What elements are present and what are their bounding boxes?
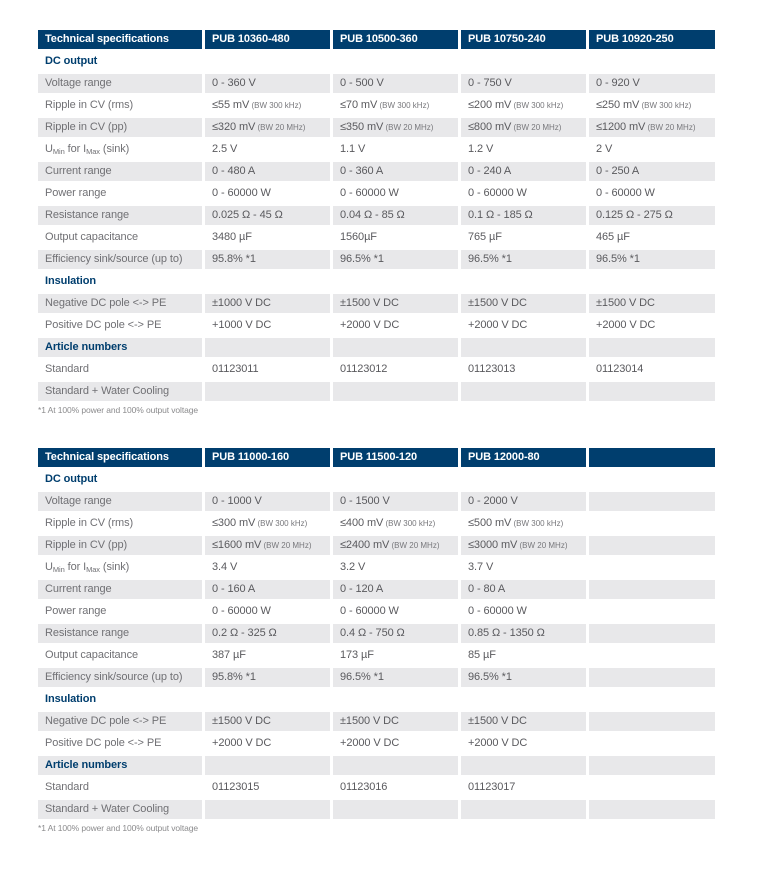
value-cell: 96.5% *1: [333, 250, 458, 269]
value-cell: 0 - 120 A: [333, 580, 458, 599]
value-cell: ±1500 V DC: [333, 294, 458, 313]
row-label: Ripple in CV (pp): [38, 118, 202, 137]
value-cell: ≤250 mV (BW 300 kHz): [596, 99, 692, 111]
value-cell: 0 - 750 V: [461, 74, 586, 93]
value-cell: 01123016: [340, 781, 388, 793]
value-cell: [589, 778, 715, 797]
value-cell: 0.025 Ω - 45 Ω: [205, 206, 330, 225]
value-cell: [589, 602, 715, 621]
value-cell: +2000 V DC: [468, 737, 528, 749]
value-cell: [205, 382, 330, 401]
value-cell: 85 µF: [468, 649, 496, 661]
value-cell: [461, 756, 586, 775]
value-cell: ±1500 V DC: [589, 294, 715, 313]
row-label: Ripple in CV (pp): [38, 536, 202, 555]
value-cell: 95.8% *1: [205, 668, 330, 687]
column-header: PUB 10750-240: [461, 30, 586, 49]
value-cell: ≤800 mV (BW 20 MHz): [461, 118, 586, 137]
value-cell: [589, 756, 715, 775]
value-cell: ≤3000 mV (BW 20 MHz): [461, 536, 586, 555]
value-cell: ≤300 mV (BW 300 kHz): [212, 517, 308, 529]
row-label: Power range: [45, 605, 107, 617]
row-label: Standard + Water Cooling: [38, 800, 202, 819]
value-cell: 01123012: [340, 363, 388, 375]
value-cell: [589, 712, 715, 731]
value-cell: +2000 V DC: [340, 319, 400, 331]
value-cell: +2000 V DC: [468, 319, 528, 331]
value-cell: 0.125 Ω - 275 Ω: [589, 206, 715, 225]
value-cell: 01123014: [596, 363, 644, 375]
value-cell: [461, 800, 586, 819]
value-cell: [589, 734, 715, 753]
value-cell: 0 - 60000 W: [340, 187, 399, 199]
value-cell: [333, 52, 458, 71]
value-cell: [333, 800, 458, 819]
value-cell: ≤2400 mV (BW 20 MHz): [333, 536, 458, 555]
row-label: Output capacitance: [45, 649, 138, 661]
row-label: Power range: [45, 187, 107, 199]
value-cell: [205, 470, 330, 489]
value-cell: [461, 52, 586, 71]
value-cell: 01123011: [212, 363, 259, 375]
value-cell: 0 - 160 A: [205, 580, 330, 599]
value-cell: ±1500 V DC: [333, 712, 458, 731]
row-label: Positive DC pole <-> PE: [45, 737, 162, 749]
footnote: *1 At 100% power and 100% output voltage: [38, 405, 198, 415]
value-cell: 173 µF: [340, 649, 374, 661]
value-cell: [589, 668, 715, 687]
value-cell: 3.2 V: [340, 561, 366, 573]
value-cell: [589, 580, 715, 599]
value-cell: 96.5% *1: [461, 668, 586, 687]
value-cell: 3480 µF: [212, 231, 252, 243]
row-label: Output capacitance: [45, 231, 138, 243]
value-cell: 0 - 360 V: [205, 74, 330, 93]
section-header: Insulation: [45, 693, 96, 705]
value-cell: [205, 338, 330, 357]
value-cell: +2000 V DC: [340, 737, 400, 749]
value-cell: [333, 690, 458, 709]
value-cell: [333, 338, 458, 357]
value-cell: [589, 558, 715, 577]
column-header: PUB 10360-480: [205, 30, 330, 49]
value-cell: 0 - 920 V: [589, 74, 715, 93]
column-header: PUB 11500-120: [333, 448, 458, 467]
value-cell: 765 µF: [468, 231, 502, 243]
row-label: Efficiency sink/source (up to): [38, 250, 202, 269]
value-cell: [589, 52, 715, 71]
value-cell: +2000 V DC: [212, 737, 272, 749]
value-cell: 0 - 60000 W: [468, 187, 527, 199]
value-cell: [589, 536, 715, 555]
value-cell: 01123017: [468, 781, 516, 793]
value-cell: [205, 800, 330, 819]
spec-table-pub-11000-12000: [38, 448, 715, 819]
value-cell: 0 - 2000 V: [461, 492, 586, 511]
value-cell: 387 µF: [212, 649, 246, 661]
footnote: *1 At 100% power and 100% output voltage: [38, 823, 198, 833]
value-cell: ≤55 mV (BW 300 kHz): [212, 99, 302, 111]
column-header: [589, 448, 715, 467]
value-cell: [589, 690, 715, 709]
section-header: DC output: [45, 473, 98, 485]
value-cell: [589, 800, 715, 819]
row-label: Current range: [38, 162, 202, 181]
row-label: Standard + Water Cooling: [38, 382, 202, 401]
row-label: Efficiency sink/source (up to): [38, 668, 202, 687]
value-cell: ±1500 V DC: [461, 712, 586, 731]
value-cell: [333, 272, 458, 291]
spec-table-pub-10000: [38, 30, 715, 401]
value-cell: [589, 382, 715, 401]
value-cell: 0.2 Ω - 325 Ω: [205, 624, 330, 643]
column-header: Technical specifications: [38, 448, 202, 467]
value-cell: [205, 690, 330, 709]
value-cell: 95.8% *1: [205, 250, 330, 269]
row-label: $U_{Min}$ for $I_{Max}$ (sink): [45, 143, 130, 156]
value-cell: [589, 492, 715, 511]
section-header: Insulation: [45, 275, 96, 287]
value-cell: [589, 514, 715, 533]
value-cell: 0 - 500 V: [333, 74, 458, 93]
row-label: Positive DC pole <-> PE: [45, 319, 162, 331]
value-cell: [461, 272, 586, 291]
value-cell: +1000 V DC: [212, 319, 272, 331]
column-header: PUB 11000-160: [205, 448, 330, 467]
value-cell: [461, 338, 586, 357]
spec-table-block-2: [38, 448, 739, 833]
value-cell: ≤1200 mV (BW 20 MHz): [589, 118, 715, 137]
value-cell: 0 - 60000 W: [212, 605, 271, 617]
value-cell: 1.2 V: [468, 143, 494, 155]
section-header: Article numbers: [38, 338, 202, 357]
value-cell: [333, 382, 458, 401]
row-label: Resistance range: [38, 206, 202, 225]
row-label: Ripple in CV (rms): [45, 99, 134, 111]
value-cell: 3.4 V: [212, 561, 238, 573]
value-cell: ≤320 mV (BW 20 MHz): [205, 118, 330, 137]
value-cell: 0 - 1000 V: [205, 492, 330, 511]
value-cell: ≤70 mV (BW 300 kHz): [340, 99, 430, 111]
row-label: Standard: [45, 363, 89, 375]
value-cell: [205, 272, 330, 291]
row-label: Standard: [45, 781, 89, 793]
value-cell: 0 - 1500 V: [333, 492, 458, 511]
value-cell: [589, 624, 715, 643]
value-cell: ≤350 mV (BW 20 MHz): [333, 118, 458, 137]
value-cell: ≤400 mV (BW 300 kHz): [340, 517, 436, 529]
value-cell: [589, 470, 715, 489]
value-cell: 0 - 250 A: [589, 162, 715, 181]
value-cell: 96.5% *1: [461, 250, 586, 269]
row-label: Current range: [38, 580, 202, 599]
value-cell: 96.5% *1: [333, 668, 458, 687]
row-label: Voltage range: [38, 492, 202, 511]
value-cell: [461, 382, 586, 401]
section-header: DC output: [45, 55, 98, 67]
value-cell: ≤1600 mV (BW 20 MHz): [205, 536, 330, 555]
value-cell: 0 - 60000 W: [340, 605, 399, 617]
value-cell: [333, 756, 458, 775]
value-cell: ±1000 V DC: [205, 294, 330, 313]
value-cell: [589, 272, 715, 291]
value-cell: +2000 V DC: [596, 319, 656, 331]
value-cell: 1560µF: [340, 231, 377, 243]
value-cell: 0 - 80 A: [461, 580, 586, 599]
row-label: Negative DC pole <-> PE: [38, 294, 202, 313]
row-label: $U_{Min}$ for $I_{Max}$ (sink): [45, 561, 130, 574]
value-cell: 96.5% *1: [589, 250, 715, 269]
row-label: Negative DC pole <-> PE: [38, 712, 202, 731]
value-cell: 1.1 V: [340, 143, 366, 155]
spec-table-block-1: [38, 30, 739, 415]
value-cell: 3.7 V: [468, 561, 494, 573]
value-cell: ±1500 V DC: [205, 712, 330, 731]
value-cell: 0 - 60000 W: [468, 605, 527, 617]
value-cell: [461, 690, 586, 709]
value-cell: [589, 338, 715, 357]
value-cell: 0.04 Ω - 85 Ω: [333, 206, 458, 225]
value-cell: 0 - 360 A: [333, 162, 458, 181]
value-cell: 0 - 240 A: [461, 162, 586, 181]
row-label: Ripple in CV (rms): [45, 517, 134, 529]
value-cell: 01123013: [468, 363, 516, 375]
row-label: Voltage range: [38, 74, 202, 93]
value-cell: 2.5 V: [212, 143, 238, 155]
value-cell: 0 - 60000 W: [212, 187, 271, 199]
value-cell: 0 - 60000 W: [596, 187, 655, 199]
value-cell: [205, 756, 330, 775]
section-header: Article numbers: [38, 756, 202, 775]
value-cell: 0.4 Ω - 750 Ω: [333, 624, 458, 643]
value-cell: [205, 52, 330, 71]
value-cell: 0 - 480 A: [205, 162, 330, 181]
row-label: Resistance range: [38, 624, 202, 643]
value-cell: [461, 470, 586, 489]
column-header: Technical specifications: [38, 30, 202, 49]
value-cell: ±1500 V DC: [461, 294, 586, 313]
value-cell: ≤200 mV (BW 300 kHz): [468, 99, 564, 111]
value-cell: [589, 646, 715, 665]
column-header: PUB 10920-250: [589, 30, 715, 49]
value-cell: 2 V: [596, 143, 613, 155]
column-header: PUB 10500-360: [333, 30, 458, 49]
value-cell: 0.85 Ω - 1350 Ω: [461, 624, 586, 643]
value-cell: 465 µF: [596, 231, 630, 243]
value-cell: ≤500 mV (BW 300 kHz): [468, 517, 564, 529]
value-cell: [333, 470, 458, 489]
column-header: PUB 12000-80: [461, 448, 586, 467]
value-cell: 0.1 Ω - 185 Ω: [461, 206, 586, 225]
value-cell: 01123015: [212, 781, 260, 793]
